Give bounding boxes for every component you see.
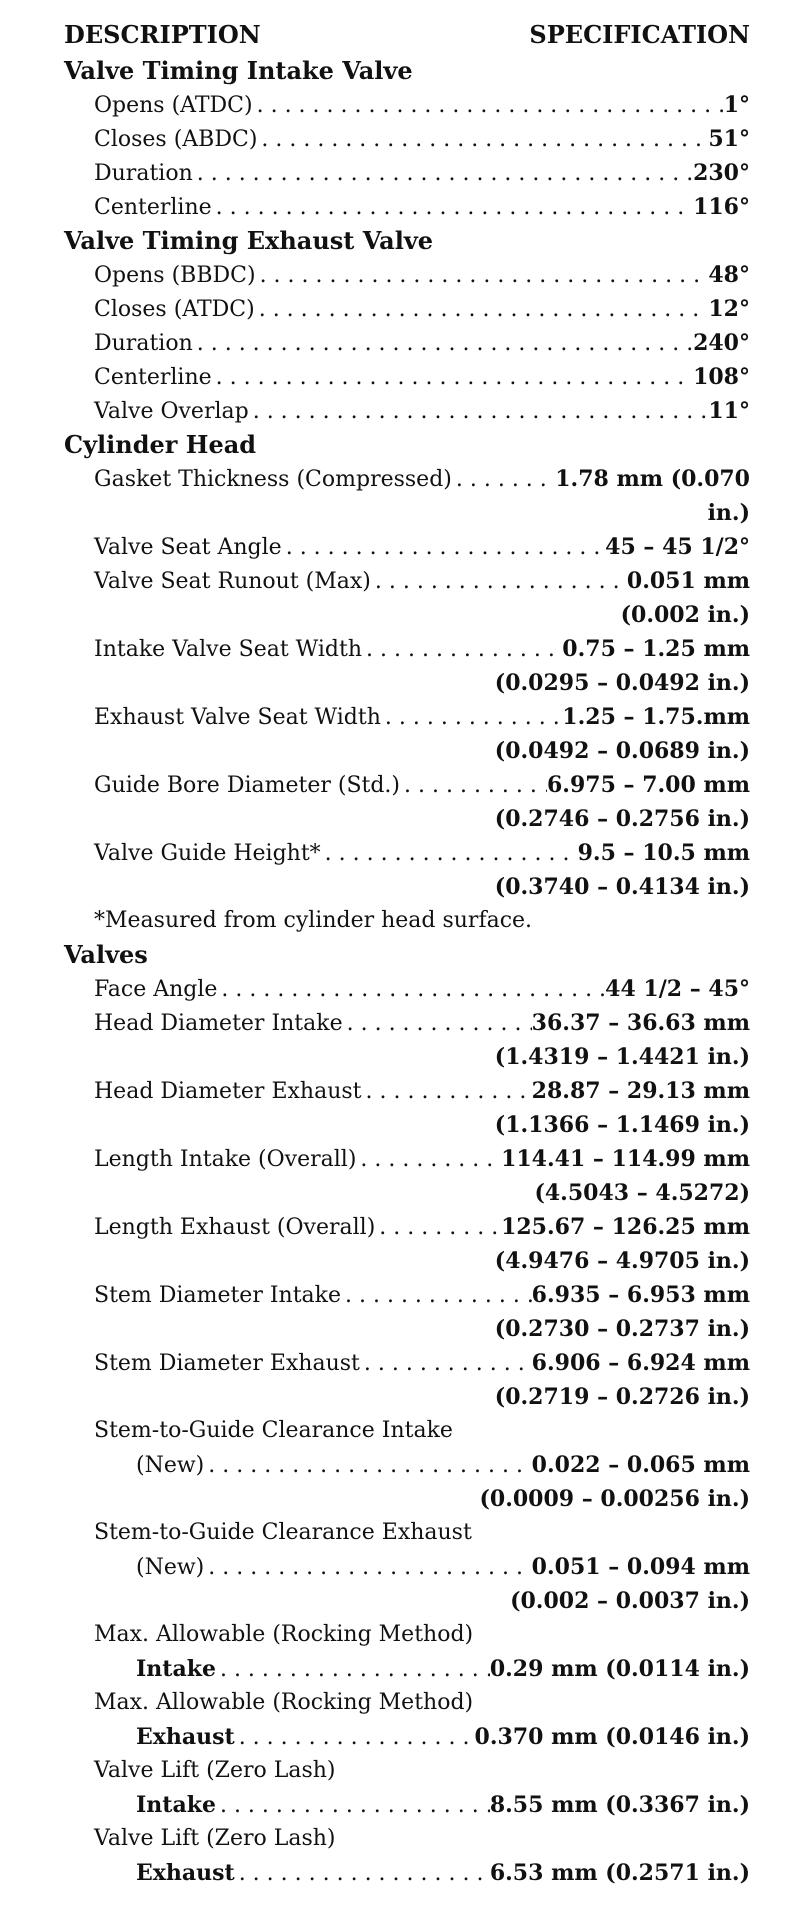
leader-dots [255,293,709,326]
leader-dots [375,1211,501,1244]
spec-value: 114.41 – 114.99 mm [501,1146,750,1172]
spec-label: Exhaust Valve Seat Width [94,705,381,730]
leader-dots [321,837,578,870]
leader-dots [204,1449,531,1482]
spec-value: 0.022 – 0.065 mm [531,1452,750,1478]
spec-value-continued: (1.1366 – 1.1469 in.) [494,1112,750,1138]
spec-label: Closes (ABDC) [94,127,258,152]
spec-value: 0.051 mm [626,568,750,594]
spec-value: 1° [723,92,750,118]
spec-row-exhaust-opens [64,258,750,292]
spec-value-continued: (0.2730 – 0.2737 in.) [494,1316,750,1342]
specification-heading: SPECIFICATION [529,19,750,49]
spec-subtitle-lift-intake: Valve Lift (Zero Lash) [94,1758,336,1783]
spec-label: Closes (ATDC) [94,297,255,322]
spec-label: Valve Seat Angle [94,535,282,560]
spec-value: 9.5 – 10.5 mm [577,840,750,866]
spec-row-lift-intake [64,1788,750,1822]
spec-value-continued: (0.0492 – 0.0689 in.) [494,738,750,764]
spec-row-exhaust-seat-width [64,700,750,734]
spec-value-continued: (4.9476 – 4.9705 in.) [494,1248,750,1274]
spec-value: 116° [693,194,750,220]
spec-row-face-angle [64,972,750,1006]
leader-dots [452,463,555,496]
spec-value: 6.53 mm (0.2571 in.) [489,1860,750,1886]
section-title-valves: Valves [64,940,148,969]
leader-dots [193,157,693,190]
leader-dots [216,1789,490,1822]
spec-value: 125.67 – 126.25 mm [501,1214,750,1240]
spec-subtitle-rocking-intake: Max. Allowable (Rocking Method) [94,1622,474,1647]
spec-value: 6.975 – 7.00 mm [546,772,750,798]
spec-row-valve-seat-angle [64,530,750,564]
spec-subtitle-stg-exhaust: Stem-to-Guide Clearance Exhaust [94,1520,472,1545]
leader-dots [235,1721,475,1754]
leader-dots [356,1143,501,1176]
spec-row-intake-opens [64,88,750,122]
leader-dots [257,123,708,156]
spec-subtitle-rocking-exhaust: Max. Allowable (Rocking Method) [94,1690,474,1715]
spec-label: Centerline [94,195,212,220]
spec-value: 108° [693,364,750,390]
section-title-intake-timing: Valve Timing Intake Valve [64,56,413,85]
spec-value-continued: (0.3740 – 0.4134 in.) [494,874,750,900]
spec-value: 1.25 – 1.75.mm [562,704,750,730]
leader-dots [343,1007,532,1040]
description-heading: DESCRIPTION [64,19,261,49]
spec-label: Head Diameter Intake [94,1011,343,1036]
spec-label: Stem Diameter Intake [94,1283,341,1308]
spec-label: Valve Overlap [94,399,249,424]
spec-value-continued: (0.002 – 0.0037 in.) [510,1588,750,1614]
spec-row-stem-diameter-intake [64,1278,750,1312]
spec-label: Stem Diameter Exhaust [94,1351,360,1376]
spec-value: 51° [708,126,750,152]
spec-label: Exhaust [136,1860,235,1886]
leader-dots [256,259,709,292]
spec-value: 8.55 mm (0.3367 in.) [489,1792,750,1818]
spec-label: Exhaust [136,1724,235,1750]
spec-label: (New) [136,1453,205,1478]
leader-dots [362,1075,532,1108]
spec-label: Length Exhaust (Overall) [94,1215,376,1240]
leader-dots [212,361,693,394]
spec-label: (New) [136,1555,205,1580]
spec-label: Duration [94,161,193,186]
spec-row-guide-height [64,836,750,870]
leader-dots [249,395,709,428]
spec-row-head-diameter-exhaust [64,1074,750,1108]
spec-value-continued: (1.4319 – 1.4421 in.) [494,1044,750,1070]
spec-label: Intake Valve Seat Width [94,637,363,662]
spec-label: Guide Bore Diameter (Std.) [94,773,401,798]
section-title-cylinder-head: Cylinder Head [64,430,257,459]
spec-value-continued: (4.5043 – 4.5272) [534,1180,750,1206]
leader-dots [341,1279,532,1312]
spec-row-exhaust-centerline [64,360,750,394]
spec-row-length-exhaust [64,1210,750,1244]
spec-value: 11° [708,398,750,424]
spec-value-continued: (0.2719 – 0.2726 in.) [494,1384,750,1410]
spec-value: 6.906 – 6.924 mm [531,1350,750,1376]
spec-label: Opens (ATDC) [94,93,253,118]
leader-dots [360,1347,532,1380]
leader-dots [362,633,562,666]
spec-row-intake-closes [64,122,750,156]
spec-row-intake-centerline [64,190,750,224]
spec-value: 0.75 – 1.25 mm [562,636,750,662]
spec-row-stg-exhaust-new [64,1550,750,1584]
spec-row-stg-intake-new [64,1448,750,1482]
leader-dots [381,701,562,734]
spec-label: Duration [94,331,193,356]
spec-value: 0.370 mm (0.0146 in.) [474,1724,750,1750]
spec-row-rocking-intake [64,1652,750,1686]
spec-label: Intake [136,1792,216,1818]
spec-label: Centerline [94,365,212,390]
spec-value-continued: (0.2746 – 0.2756 in.) [494,806,750,832]
leader-dots [371,565,627,598]
spec-subtitle-stg-intake: Stem-to-Guide Clearance Intake [94,1418,453,1443]
spec-value: 240° [693,330,750,356]
spec-row-guide-bore [64,768,750,802]
spec-value: 45 – 45 1/2° [605,534,750,560]
leader-dots [400,769,547,802]
spec-row-stem-diameter-exhaust [64,1346,750,1380]
spec-value: 28.87 – 29.13 mm [531,1078,750,1104]
leader-dots [204,1551,531,1584]
spec-value: 48° [708,262,750,288]
spec-value-continued: (0.002 in.) [620,602,750,628]
spec-value: 0.29 mm (0.0114 in.) [489,1656,750,1682]
spec-row-length-intake [64,1142,750,1176]
leader-dots [193,327,693,360]
spec-label: Head Diameter Exhaust [94,1079,362,1104]
spec-label: Valve Guide Height* [94,841,321,866]
spec-row-lift-exhaust [64,1856,750,1890]
spec-row-intake-seat-width [64,632,750,666]
leader-dots [282,531,605,564]
spec-value-continued: (0.0295 – 0.0492 in.) [494,670,750,696]
spec-row-gasket-thickness [64,462,750,496]
leader-dots [217,973,605,1006]
spec-row-head-diameter-intake [64,1006,750,1040]
leader-dots [253,89,724,122]
spec-label: Intake [136,1656,216,1682]
spec-value-continued: in.) [707,500,750,526]
spec-value: 6.935 – 6.953 mm [531,1282,750,1308]
spec-row-exhaust-closes [64,292,750,326]
section-title-exhaust-timing: Valve Timing Exhaust Valve [64,226,434,255]
spec-value: 1.78 mm (0.070 [555,466,750,492]
spec-value: 44 1/2 – 45° [605,976,750,1002]
spec-label: Gasket Thickness (Compressed) [94,467,452,492]
spec-label: Face Angle [94,977,218,1002]
spec-subtitle-lift-exhaust: Valve Lift (Zero Lash) [94,1826,336,1851]
spec-row-exhaust-duration [64,326,750,360]
table-header [64,14,750,54]
leader-dots [235,1857,490,1890]
leader-dots [216,1653,490,1686]
spec-value-continued: (0.0009 – 0.00256 in.) [479,1486,750,1512]
spec-row-rocking-exhaust [64,1720,750,1754]
spec-table [64,14,750,1890]
spec-row-valve-seat-runout [64,564,750,598]
spec-label: Length Intake (Overall) [94,1147,357,1172]
spec-value: 36.37 – 36.63 mm [531,1010,750,1036]
spec-row-intake-duration [64,156,750,190]
spec-value: 12° [708,296,750,322]
leader-dots [212,191,693,224]
spec-row-valve-overlap [64,394,750,428]
footnote: *Measured from cylinder head surface. [94,908,533,933]
spec-label: Opens (BBDC) [94,263,256,288]
spec-value: 230° [693,160,750,186]
spec-value: 0.051 – 0.094 mm [531,1554,750,1580]
spec-label: Valve Seat Runout (Max) [94,569,371,594]
